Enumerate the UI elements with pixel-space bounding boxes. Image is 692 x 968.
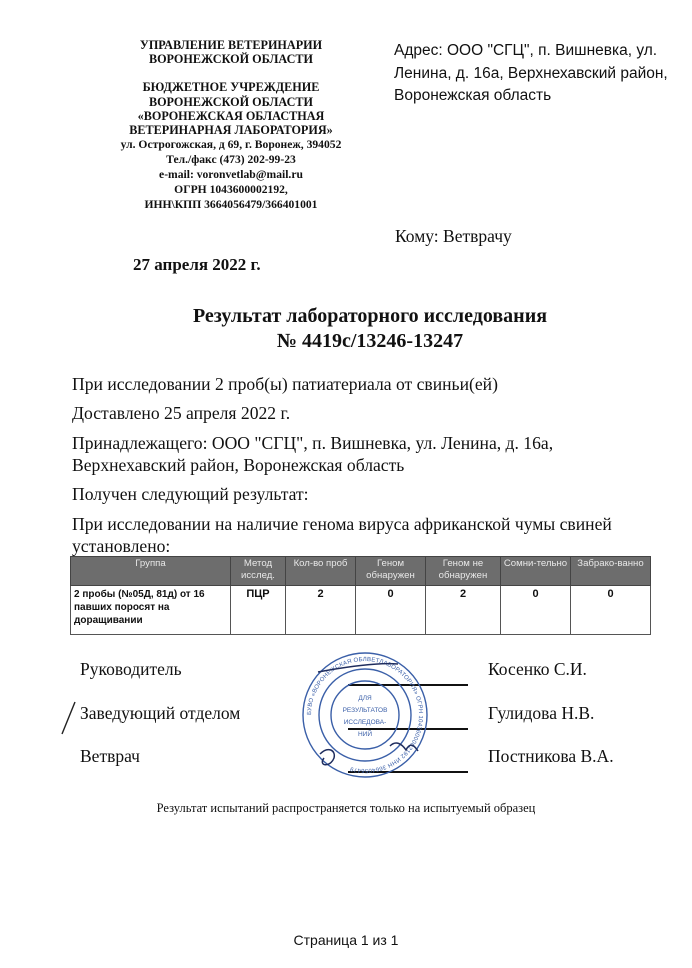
cell-doubtful: 0	[501, 586, 571, 635]
samples-text: При исследовании 2 проб(ы) патиатериала от свиньи(ей)	[72, 374, 498, 394]
page-indicator: Страница 1 из 1	[293, 932, 399, 948]
cell-rejected: 0	[571, 586, 651, 635]
stamp-ring-text: БУВО «ВОРОНЕЖСКАЯ ОБЛВЕТЛАБОРАТОРИЯ» ОГРН 1043600002192 ИНН 3664056479	[306, 656, 424, 774]
report-body	[72, 373, 662, 557]
finding-text: При исследовании на наличие генома вируса африканской чумы свиней установлено:	[72, 513, 612, 556]
table-row	[71, 586, 651, 635]
col-genome-not-detected: Геном не обнаружен	[426, 557, 501, 586]
svg-text:БУВО «ВОРОНЕЖСКАЯ ОБЛВЕТЛАБОРА	[307, 657, 423, 773]
signer-role: Руководитель	[80, 659, 182, 679]
report-number: № 4419с/13246-13247	[276, 330, 464, 352]
document-title	[60, 304, 680, 354]
col-rejected: Забрако-ванно	[571, 557, 651, 586]
authority-line: ВОРОНЕЖСКОЙ ОБЛАСТИ	[148, 52, 314, 67]
cell-genome-detected: 0	[356, 586, 426, 635]
lab-ogrn: ОГРН 1043600002192,	[174, 183, 288, 197]
signature-3	[320, 750, 334, 765]
col-doubtful: Сомни-тельно	[501, 557, 571, 586]
signer-name: Косенко С.И.	[488, 659, 587, 679]
col-method: Метод исслед.	[231, 557, 286, 586]
institution-line: «ВОРОНЕЖСКАЯ ОБЛАСТНАЯ	[137, 108, 325, 123]
signer-role: Ветврач	[80, 746, 140, 766]
signer-name: Гулидова Н.В.	[488, 703, 595, 723]
col-genome-detected: Геном обнаружен	[356, 557, 426, 586]
stamp-center-line: НИЙ	[357, 731, 373, 738]
results-table	[70, 556, 651, 635]
result-intro: Получен следующий результат:	[72, 484, 309, 505]
disclaimer: Результат испытаний распространяется только на испытуемый образец	[156, 801, 536, 815]
cell-group: 2 пробы (№05Д, 81д) от 16 павших поросят на доращивании	[71, 586, 231, 635]
lab-phone: Тел./факс (473) 202-99-23	[166, 153, 296, 167]
pen-mark	[58, 700, 78, 736]
institution-line: БЮДЖЕТНОЕ УЧРЕЖДЕНИЕ	[142, 80, 320, 95]
recipient: Кому: Ветврачу	[395, 226, 512, 246]
lab-inn: ИНН\КПП 3664056479/366401001	[144, 198, 318, 212]
recipient-address: Адрес: ООО "СГЦ", п. Вишневка, ул. Ленина, д. 16а, Верхнехавский район, Воронежская область	[394, 42, 668, 104]
owner-text: Принадлежащего: ООО "СГЦ", п. Вишневка, ул. Ленина, д. 16а, Верхнехавский район, Воронежская область	[72, 432, 554, 475]
lab-email: e-mail: voronvetlab@mail.ru	[159, 168, 303, 182]
institution-line: ВЕТЕРИНАРНАЯ ЛАБОРАТОРИЯ»	[129, 123, 333, 138]
table-header-row	[71, 557, 651, 586]
col-sample-count: Кол-во проб	[286, 557, 356, 586]
cell-genome-not-detected: 2	[426, 586, 501, 635]
delivered-text: Доставлено 25 апреля 2022 г.	[72, 403, 291, 424]
signer-role: Заведующий отделом	[80, 703, 241, 723]
cell-method: ПЦР	[231, 586, 286, 635]
title-line: Результат лабораторного исследования	[192, 305, 548, 327]
stamp-center-line: РЕЗУЛЬТАТОВ	[342, 707, 388, 714]
authority-line: УПРАВЛЕНИЕ ВЕТЕРИНАРИИ	[139, 38, 323, 52]
cell-sample-count: 2	[286, 586, 356, 635]
lab-stamp	[290, 650, 440, 780]
col-group: Группа	[71, 557, 231, 586]
stamp-center-line: ДЛЯ	[358, 695, 372, 702]
stamp-center-line: ИССЛЕДОВА-	[343, 719, 387, 726]
document-date: 27 апреля 2022 г.	[133, 255, 261, 274]
lab-header	[100, 38, 362, 212]
institution-line: ВОРОНЕЖСКОЙ ОБЛАСТИ	[148, 94, 314, 109]
lab-address: ул. Острогожская, д 69, г. Воронеж, 394052	[120, 138, 342, 152]
signer-name: Постникова В.А.	[488, 746, 614, 766]
